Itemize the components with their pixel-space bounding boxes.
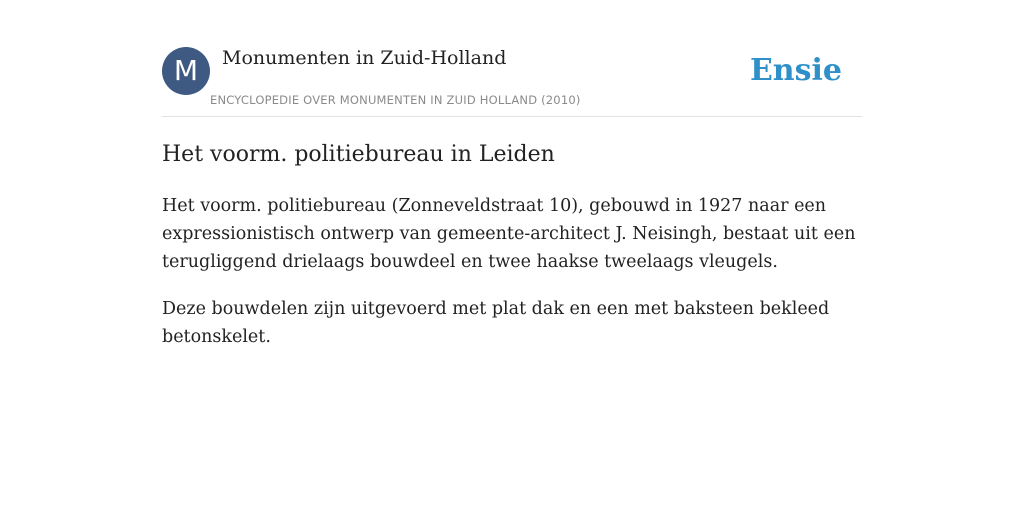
source-header bbox=[162, 46, 862, 117]
article-paragraph: Het voorm. politiebureau (Zonneveldstraat 10), gebouwd in 1927 naar een expressionistisch ontwerp van gemeente-architect J. Neisingh, bestaat uit een terugliggend drielaags bouwdeel en twee haakse tweelaags vleugels. bbox=[162, 196, 856, 272]
source-title[interactable]: Monumenten in Zuid-Holland bbox=[222, 47, 507, 69]
ensie-logo-link[interactable]: Ensie bbox=[749, 53, 842, 88]
article-title: Het voorm. politiebureau in Leiden bbox=[162, 142, 555, 167]
article-paragraph: Deze bouwdelen zijn uitgevoerd met plat dak en een met baksteen bekleed betonskelet. bbox=[162, 299, 830, 347]
article-body bbox=[162, 192, 862, 370]
source-avatar[interactable]: M bbox=[162, 47, 210, 95]
source-subtitle: ENCYCLOPEDIE OVER MONUMENTEN IN ZUID HOLLAND (2010) bbox=[210, 93, 581, 107]
